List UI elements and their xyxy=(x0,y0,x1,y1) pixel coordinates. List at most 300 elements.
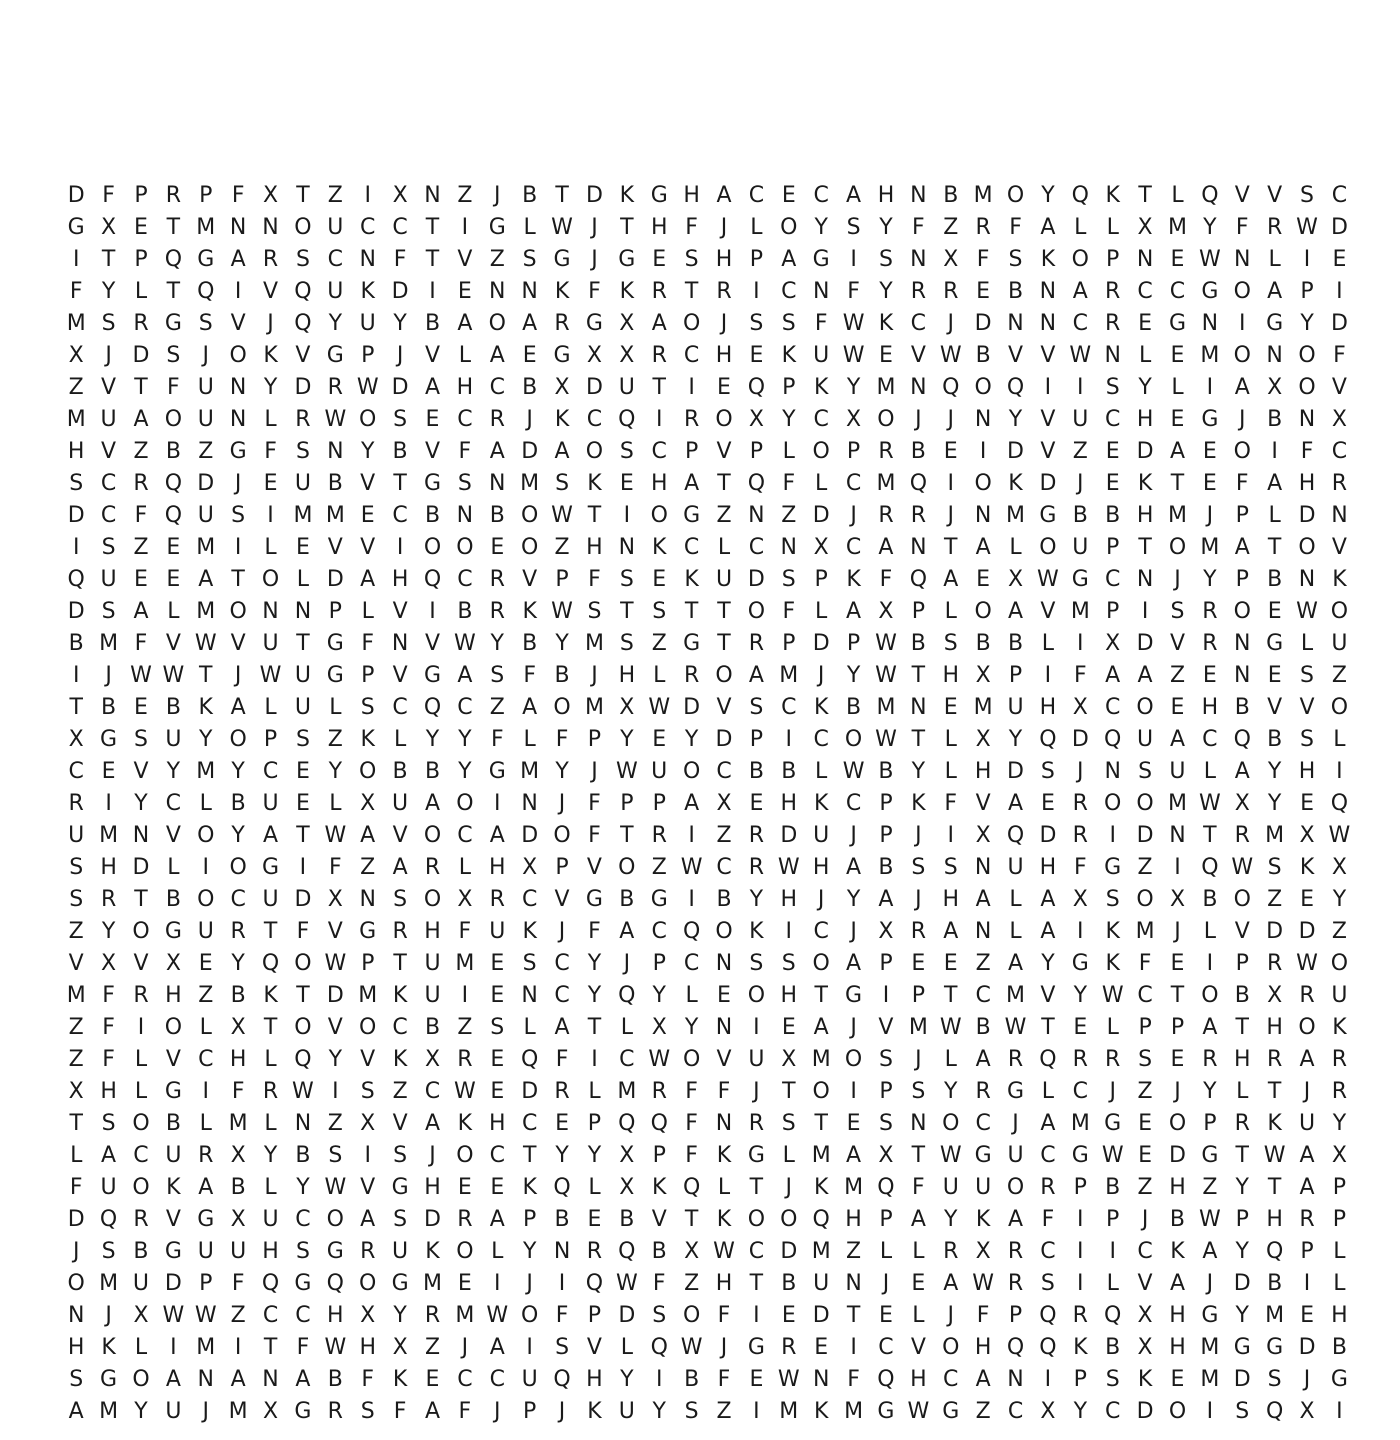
grid-cell[interactable]: K xyxy=(522,919,537,944)
grid-cell[interactable]: H xyxy=(877,183,895,208)
grid-cell[interactable]: S xyxy=(619,567,634,592)
grid-cell[interactable]: A xyxy=(1267,471,1283,496)
grid-cell[interactable]: S xyxy=(490,663,505,688)
grid-cell[interactable]: U xyxy=(294,695,311,720)
grid-cell[interactable]: T xyxy=(944,535,958,560)
grid-cell[interactable]: A xyxy=(975,535,991,560)
grid-cell[interactable]: E xyxy=(749,1367,764,1392)
grid-cell[interactable]: U xyxy=(521,1367,538,1392)
grid-cell[interactable]: Y xyxy=(911,759,926,784)
grid-cell[interactable]: P xyxy=(523,1399,537,1424)
grid-cell[interactable]: X xyxy=(360,791,376,816)
grid-cell[interactable]: Z xyxy=(68,919,84,944)
grid-cell[interactable]: G xyxy=(812,247,830,272)
grid-cell[interactable]: D xyxy=(715,727,733,752)
grid-cell[interactable]: J xyxy=(1174,919,1181,944)
grid-cell[interactable]: O xyxy=(715,663,733,688)
grid-cell[interactable]: Y xyxy=(1235,1239,1249,1264)
grid-cell[interactable]: X xyxy=(943,247,959,272)
grid-cell[interactable]: H xyxy=(424,1175,441,1200)
grid-cell[interactable]: J xyxy=(202,1399,209,1424)
grid-cell[interactable]: Q xyxy=(423,695,442,720)
grid-cell[interactable]: T xyxy=(1235,1015,1249,1040)
grid-cell[interactable]: O xyxy=(456,1239,474,1264)
grid-cell[interactable]: D xyxy=(67,183,85,208)
grid-cell[interactable]: Q xyxy=(618,1111,636,1136)
grid-cell[interactable]: M xyxy=(196,535,216,560)
grid-cell[interactable]: Y xyxy=(1203,1079,1217,1104)
grid-cell[interactable]: L xyxy=(264,535,277,560)
grid-cell[interactable]: M xyxy=(1200,1367,1220,1392)
grid-cell[interactable]: F xyxy=(231,1079,245,1104)
grid-cell[interactable]: V xyxy=(165,823,181,848)
grid-cell[interactable]: S xyxy=(878,247,893,272)
grid-cell[interactable]: R xyxy=(1299,1207,1315,1232)
grid-cell[interactable]: L xyxy=(620,1015,633,1040)
grid-cell[interactable]: L xyxy=(1009,887,1022,912)
grid-cell[interactable]: Y xyxy=(360,439,375,464)
grid-cell[interactable]: P xyxy=(684,439,699,464)
grid-cell[interactable]: E xyxy=(749,791,764,816)
grid-cell[interactable]: A xyxy=(1040,1111,1056,1136)
grid-cell[interactable]: J xyxy=(817,663,825,688)
grid-cell[interactable]: C xyxy=(845,471,862,496)
grid-cell[interactable]: I xyxy=(461,215,469,240)
grid-cell[interactable]: F xyxy=(944,791,958,816)
grid-cell[interactable]: D xyxy=(812,1303,830,1328)
grid-cell[interactable]: X xyxy=(392,1335,408,1360)
grid-cell[interactable]: X xyxy=(360,1303,376,1328)
grid-cell[interactable]: S xyxy=(749,951,764,976)
grid-cell[interactable]: G xyxy=(1071,1143,1089,1168)
grid-cell[interactable]: P xyxy=(1235,951,1249,976)
grid-cell[interactable]: H xyxy=(1169,1303,1186,1328)
grid-cell[interactable]: E xyxy=(619,471,634,496)
grid-cell[interactable]: Y xyxy=(134,1399,148,1424)
grid-cell[interactable]: L xyxy=(1203,919,1216,944)
grid-cell[interactable]: I xyxy=(364,1143,371,1168)
grid-cell[interactable]: B xyxy=(910,439,926,464)
grid-cell[interactable]: W xyxy=(1198,247,1221,272)
grid-cell[interactable]: K xyxy=(392,983,408,1008)
grid-cell[interactable]: S xyxy=(1235,1399,1250,1424)
grid-cell[interactable]: A xyxy=(651,311,667,336)
grid-cell[interactable]: N xyxy=(359,247,376,272)
grid-cell[interactable]: M xyxy=(228,1399,248,1424)
grid-cell[interactable]: Q xyxy=(1071,183,1089,208)
grid-cell[interactable]: E xyxy=(717,375,731,400)
grid-cell[interactable]: M xyxy=(66,311,86,336)
grid-cell[interactable]: E xyxy=(652,567,667,592)
grid-cell[interactable]: L xyxy=(1333,727,1346,752)
grid-cell[interactable]: U xyxy=(1007,855,1024,880)
grid-cell[interactable]: L xyxy=(296,567,310,592)
grid-cell[interactable]: U xyxy=(165,1143,182,1168)
grid-cell[interactable]: R xyxy=(133,311,149,336)
grid-cell[interactable]: U xyxy=(424,983,441,1008)
grid-cell[interactable]: B xyxy=(1007,631,1024,656)
grid-cell[interactable]: A xyxy=(781,247,797,272)
grid-cell[interactable]: A xyxy=(1072,279,1088,304)
grid-cell[interactable]: Y xyxy=(522,1239,537,1264)
grid-cell[interactable]: K xyxy=(198,695,213,720)
grid-cell[interactable]: K xyxy=(1299,855,1315,880)
grid-cell[interactable]: U xyxy=(1007,695,1024,720)
grid-cell[interactable]: Q xyxy=(1039,727,1057,752)
grid-cell[interactable]: A xyxy=(846,951,862,976)
grid-cell[interactable]: C xyxy=(910,311,927,336)
grid-cell[interactable]: D xyxy=(326,567,344,592)
grid-cell[interactable]: M xyxy=(908,1015,928,1040)
grid-cell[interactable]: I xyxy=(1077,631,1084,656)
grid-cell[interactable]: F xyxy=(555,1303,569,1328)
grid-cell[interactable]: S xyxy=(1105,1367,1120,1392)
grid-cell[interactable]: Q xyxy=(909,471,928,496)
grid-cell[interactable]: V xyxy=(1040,407,1056,432)
grid-cell[interactable]: Q xyxy=(197,279,215,304)
grid-cell[interactable]: B xyxy=(1072,503,1088,528)
grid-cell[interactable]: N xyxy=(715,1015,733,1040)
grid-cell[interactable]: X xyxy=(1072,695,1088,720)
grid-cell[interactable]: J xyxy=(1077,759,1084,784)
grid-cell[interactable]: S xyxy=(878,1111,893,1136)
grid-cell[interactable]: V xyxy=(1331,375,1347,400)
grid-cell[interactable]: V xyxy=(975,791,991,816)
grid-cell[interactable]: O xyxy=(1330,951,1349,976)
grid-cell[interactable]: W xyxy=(713,1239,735,1264)
grid-cell[interactable]: H xyxy=(1169,1335,1186,1360)
grid-cell[interactable]: V xyxy=(101,375,117,400)
grid-cell[interactable]: C xyxy=(392,215,408,240)
grid-cell[interactable]: R xyxy=(651,279,667,304)
grid-cell[interactable]: L xyxy=(750,215,763,240)
grid-cell[interactable]: B xyxy=(975,343,991,368)
grid-cell[interactable]: R xyxy=(748,855,765,880)
grid-cell[interactable]: L xyxy=(264,1047,277,1072)
grid-cell[interactable]: I xyxy=(882,983,890,1008)
grid-cell[interactable]: F xyxy=(588,823,601,848)
grid-cell[interactable]: H xyxy=(715,343,733,368)
grid-cell[interactable]: J xyxy=(558,919,566,944)
grid-cell[interactable]: G xyxy=(197,247,215,272)
grid-cell[interactable]: M xyxy=(1006,983,1026,1008)
grid-cell[interactable]: H xyxy=(910,1367,927,1392)
grid-cell[interactable]: B xyxy=(165,695,181,720)
grid-cell[interactable]: O xyxy=(67,1271,85,1296)
grid-cell[interactable]: A xyxy=(1105,663,1121,688)
grid-cell[interactable]: A xyxy=(975,1047,991,1072)
grid-cell[interactable]: X xyxy=(878,599,894,624)
grid-cell[interactable]: P xyxy=(523,1207,537,1232)
grid-cell[interactable]: Y xyxy=(620,1367,634,1392)
grid-cell[interactable]: U xyxy=(424,951,441,976)
grid-cell[interactable]: X xyxy=(1040,1399,1056,1424)
grid-cell[interactable]: P xyxy=(879,791,893,816)
grid-cell[interactable]: O xyxy=(197,887,215,912)
grid-cell[interactable]: S xyxy=(393,887,408,912)
grid-cell[interactable]: G xyxy=(164,311,182,336)
grid-cell[interactable]: O xyxy=(812,439,830,464)
grid-cell[interactable]: F xyxy=(1138,951,1152,976)
grid-cell[interactable]: I xyxy=(1077,1271,1084,1296)
grid-cell[interactable]: P xyxy=(879,1079,893,1104)
grid-cell[interactable]: G xyxy=(423,471,442,496)
grid-cell[interactable]: C xyxy=(813,183,829,208)
grid-cell[interactable]: E xyxy=(943,695,958,720)
grid-cell[interactable]: V xyxy=(910,1335,926,1360)
grid-cell[interactable]: F xyxy=(231,1271,245,1296)
grid-cell[interactable]: W xyxy=(324,1335,347,1360)
grid-cell[interactable]: Q xyxy=(585,1271,604,1296)
grid-cell[interactable]: X xyxy=(878,919,894,944)
grid-cell[interactable]: O xyxy=(942,1111,960,1136)
grid-cell[interactable]: N xyxy=(974,407,992,432)
grid-cell[interactable]: A xyxy=(198,1175,214,1200)
grid-cell[interactable]: N xyxy=(910,183,927,208)
grid-cell[interactable]: X xyxy=(619,311,635,336)
grid-cell[interactable]: N xyxy=(1104,343,1121,368)
grid-cell[interactable]: E xyxy=(717,983,731,1008)
grid-cell[interactable]: M xyxy=(1167,215,1187,240)
grid-cell[interactable]: Q xyxy=(521,1047,539,1072)
grid-cell[interactable]: D xyxy=(521,823,539,848)
grid-cell[interactable]: U xyxy=(197,375,214,400)
grid-cell[interactable]: D xyxy=(294,375,312,400)
grid-cell[interactable]: M xyxy=(617,1079,637,1104)
grid-cell[interactable]: Z xyxy=(1169,663,1186,688)
grid-cell[interactable]: O xyxy=(682,1047,701,1072)
grid-cell[interactable]: K xyxy=(911,791,926,816)
grid-cell[interactable]: M xyxy=(1265,823,1285,848)
grid-cell[interactable]: N xyxy=(132,823,150,848)
grid-cell[interactable]: Z xyxy=(230,1303,246,1328)
grid-cell[interactable]: O xyxy=(164,1015,183,1040)
grid-cell[interactable]: C xyxy=(554,983,570,1008)
grid-cell[interactable]: Y xyxy=(490,631,504,656)
grid-cell[interactable]: V xyxy=(360,471,376,496)
grid-cell[interactable]: E xyxy=(490,535,505,560)
grid-cell[interactable]: R xyxy=(1331,1079,1348,1104)
grid-cell[interactable]: A xyxy=(489,823,505,848)
grid-cell[interactable]: B xyxy=(781,759,797,784)
grid-cell[interactable]: B xyxy=(554,663,570,688)
grid-cell[interactable]: I xyxy=(688,823,695,848)
grid-cell[interactable]: R xyxy=(683,663,700,688)
grid-cell[interactable]: O xyxy=(974,375,992,400)
grid-cell[interactable]: O xyxy=(844,1047,863,1072)
grid-cell[interactable]: J xyxy=(850,503,857,528)
grid-cell[interactable]: C xyxy=(1137,1239,1153,1264)
grid-cell[interactable]: R xyxy=(1299,983,1315,1008)
grid-cell[interactable]: P xyxy=(879,823,893,848)
grid-cell[interactable]: G xyxy=(326,343,344,368)
grid-cell[interactable]: J xyxy=(72,1239,80,1264)
grid-cell[interactable]: C xyxy=(781,695,797,720)
grid-cell[interactable]: E xyxy=(911,951,926,976)
grid-cell[interactable]: S xyxy=(1300,727,1315,752)
grid-cell[interactable]: D xyxy=(1233,1367,1251,1392)
grid-cell[interactable]: N xyxy=(521,983,538,1008)
grid-cell[interactable]: S xyxy=(1138,759,1153,784)
grid-cell[interactable]: L xyxy=(167,855,180,880)
grid-cell[interactable]: N xyxy=(229,215,247,240)
grid-cell[interactable]: L xyxy=(134,279,148,304)
grid-cell[interactable]: Y xyxy=(425,727,440,752)
grid-cell[interactable]: W xyxy=(162,663,185,688)
grid-cell[interactable]: Q xyxy=(618,407,636,432)
grid-cell[interactable]: F xyxy=(847,1367,860,1392)
grid-cell[interactable]: L xyxy=(912,1303,925,1328)
grid-cell[interactable]: D xyxy=(1169,1143,1186,1168)
grid-cell[interactable]: I xyxy=(72,247,80,272)
grid-cell[interactable]: X xyxy=(846,407,862,432)
grid-cell[interactable]: V xyxy=(1331,535,1347,560)
grid-cell[interactable]: O xyxy=(747,983,766,1008)
grid-cell[interactable]: L xyxy=(1106,215,1119,240)
grid-cell[interactable]: F xyxy=(588,567,601,592)
grid-cell[interactable]: X xyxy=(975,727,991,752)
grid-cell[interactable]: E xyxy=(652,727,667,752)
grid-cell[interactable]: M xyxy=(1006,503,1026,528)
grid-cell[interactable]: S xyxy=(1300,663,1315,688)
grid-cell[interactable]: G xyxy=(164,919,182,944)
grid-cell[interactable]: S xyxy=(652,1303,667,1328)
grid-cell[interactable]: U xyxy=(68,823,85,848)
grid-cell[interactable]: N xyxy=(812,279,830,304)
grid-cell[interactable]: G xyxy=(683,503,701,528)
grid-cell[interactable]: J xyxy=(915,407,922,432)
grid-cell[interactable]: R xyxy=(683,407,700,432)
grid-cell[interactable]: V xyxy=(263,279,279,304)
grid-cell[interactable]: L xyxy=(329,791,342,816)
grid-cell[interactable]: B xyxy=(230,983,246,1008)
grid-cell[interactable]: S xyxy=(781,311,796,336)
grid-cell[interactable]: B xyxy=(781,1271,797,1296)
grid-cell[interactable]: X xyxy=(1234,791,1250,816)
grid-cell[interactable]: V xyxy=(360,535,376,560)
grid-cell[interactable]: G xyxy=(164,1079,182,1104)
grid-cell[interactable]: K xyxy=(1137,1367,1153,1392)
grid-cell[interactable]: R xyxy=(295,407,311,432)
grid-cell[interactable]: Q xyxy=(1104,727,1122,752)
grid-cell[interactable]: Q xyxy=(650,1111,668,1136)
grid-cell[interactable]: R xyxy=(133,1207,149,1232)
grid-cell[interactable]: K xyxy=(392,1047,408,1072)
grid-cell[interactable]: X xyxy=(1137,1335,1153,1360)
grid-cell[interactable]: P xyxy=(749,439,764,464)
grid-cell[interactable]: U xyxy=(1137,727,1154,752)
grid-cell[interactable]: J xyxy=(915,823,922,848)
grid-cell[interactable]: U xyxy=(197,503,214,528)
grid-cell[interactable]: C xyxy=(424,1079,441,1104)
grid-cell[interactable]: C xyxy=(975,983,991,1008)
grid-cell[interactable]: B xyxy=(554,1207,570,1232)
grid-cell[interactable]: Q xyxy=(1201,855,1219,880)
grid-cell[interactable]: R xyxy=(1105,311,1121,336)
grid-cell[interactable]: I xyxy=(1336,1399,1343,1424)
grid-cell[interactable]: D xyxy=(1136,631,1154,656)
grid-cell[interactable]: H xyxy=(100,855,117,880)
grid-cell[interactable]: C xyxy=(813,407,829,432)
grid-cell[interactable]: E xyxy=(457,279,472,304)
grid-cell[interactable]: O xyxy=(456,791,474,816)
grid-cell[interactable]: S xyxy=(911,855,926,880)
grid-cell[interactable]: F xyxy=(912,215,925,240)
grid-cell[interactable]: R xyxy=(1105,279,1121,304)
grid-cell[interactable]: C xyxy=(1331,183,1348,208)
grid-cell[interactable]: S xyxy=(166,343,181,368)
grid-cell[interactable]: S xyxy=(684,1399,699,1424)
grid-cell[interactable]: A xyxy=(198,567,214,592)
grid-cell[interactable]: M xyxy=(520,759,540,784)
grid-cell[interactable]: Y xyxy=(814,215,828,240)
grid-cell[interactable]: Z xyxy=(68,1015,84,1040)
grid-cell[interactable]: I xyxy=(1044,663,1052,688)
grid-cell[interactable]: Y xyxy=(101,919,116,944)
grid-cell[interactable]: T xyxy=(1267,1079,1282,1104)
grid-cell[interactable]: A xyxy=(457,311,473,336)
grid-cell[interactable]: N xyxy=(229,407,247,432)
grid-cell[interactable]: S xyxy=(781,567,796,592)
grid-cell[interactable]: F xyxy=(717,1303,731,1328)
grid-cell[interactable]: D xyxy=(1136,1399,1154,1424)
grid-cell[interactable]: H xyxy=(586,1367,603,1392)
grid-cell[interactable]: S xyxy=(619,439,634,464)
grid-cell[interactable]: F xyxy=(69,1175,83,1200)
grid-cell[interactable]: D xyxy=(1007,439,1024,464)
grid-cell[interactable]: D xyxy=(1298,503,1316,528)
grid-cell[interactable]: Y xyxy=(231,823,245,848)
grid-cell[interactable]: L xyxy=(588,1079,601,1104)
grid-cell[interactable]: T xyxy=(1138,535,1152,560)
grid-cell[interactable]: Z xyxy=(1267,887,1283,912)
grid-cell[interactable]: I xyxy=(688,887,695,912)
grid-cell[interactable]: Q xyxy=(877,1367,895,1392)
grid-cell[interactable]: C xyxy=(683,343,700,368)
grid-cell[interactable]: B xyxy=(424,759,441,784)
grid-cell[interactable]: R xyxy=(1267,215,1283,240)
grid-cell[interactable]: U xyxy=(262,1207,279,1232)
grid-cell[interactable]: Z xyxy=(716,503,732,528)
grid-cell[interactable]: D xyxy=(1136,823,1154,848)
grid-cell[interactable]: L xyxy=(944,1047,957,1072)
grid-cell[interactable]: M xyxy=(1265,1303,1285,1328)
grid-cell[interactable]: U xyxy=(489,919,506,944)
grid-cell[interactable]: T xyxy=(69,695,83,720)
grid-cell[interactable]: P xyxy=(1332,1207,1347,1232)
grid-cell[interactable]: M xyxy=(325,503,345,528)
grid-cell[interactable]: C xyxy=(748,535,765,560)
grid-cell[interactable]: X xyxy=(619,343,635,368)
grid-cell[interactable]: Y xyxy=(620,727,634,752)
grid-cell[interactable]: Y xyxy=(846,375,861,400)
grid-cell[interactable]: M xyxy=(1167,503,1187,528)
grid-cell[interactable]: E xyxy=(425,1367,440,1392)
grid-cell[interactable]: H xyxy=(780,887,798,912)
grid-cell[interactable]: R xyxy=(651,823,667,848)
grid-cell[interactable]: H xyxy=(100,1079,117,1104)
grid-cell[interactable]: P xyxy=(846,631,861,656)
grid-cell[interactable]: H xyxy=(165,983,182,1008)
grid-cell[interactable]: A xyxy=(424,1111,441,1136)
grid-cell[interactable]: L xyxy=(1074,215,1087,240)
grid-cell[interactable]: A xyxy=(133,599,149,624)
grid-cell[interactable]: J xyxy=(234,663,242,688)
grid-cell[interactable]: I xyxy=(234,535,242,560)
grid-cell[interactable]: M xyxy=(811,1239,831,1264)
grid-cell[interactable]: J xyxy=(1174,567,1181,592)
grid-cell[interactable]: O xyxy=(488,311,506,336)
